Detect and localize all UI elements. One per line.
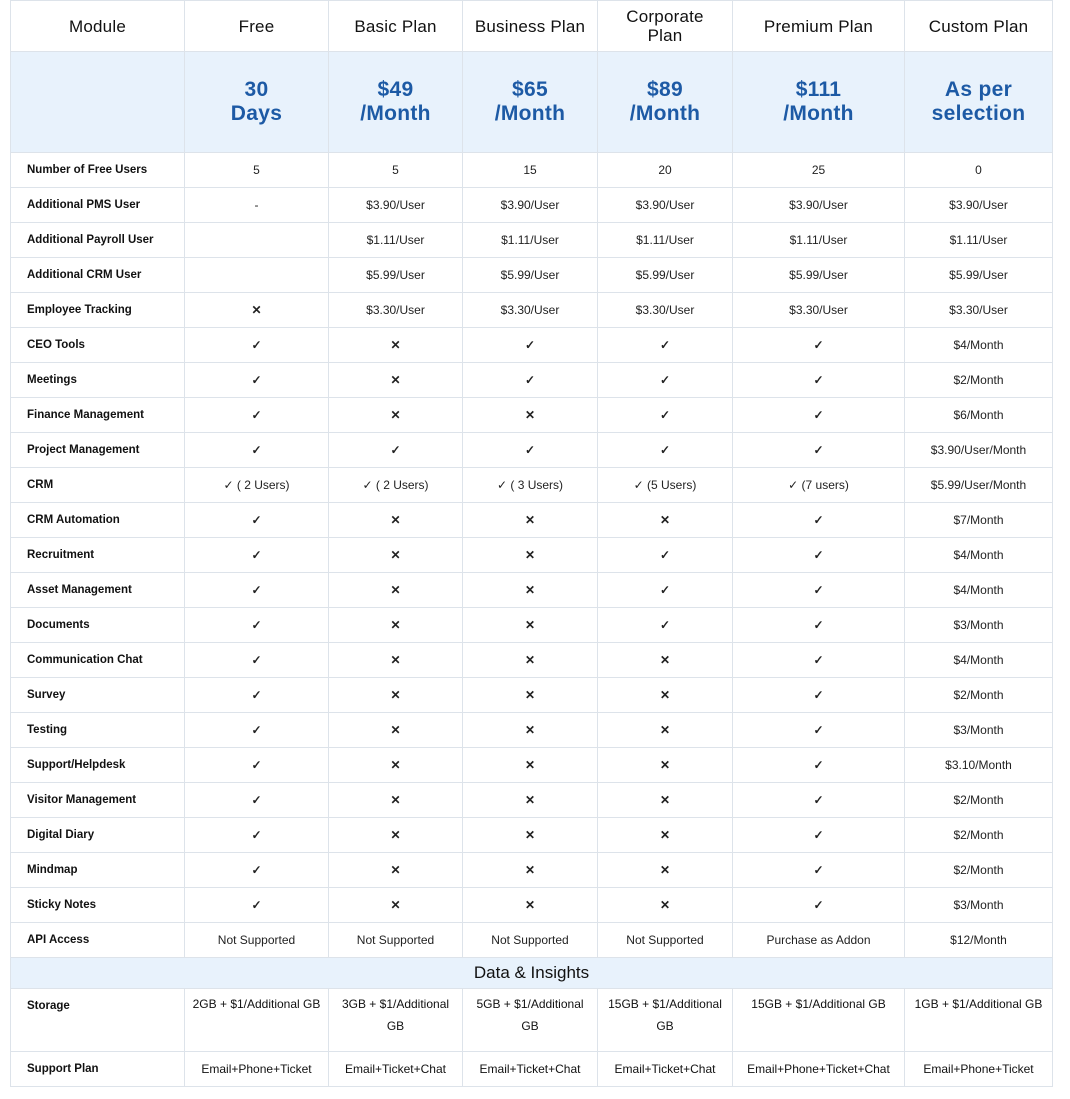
price-line1: $49: [377, 78, 414, 101]
storage-cell: 2GB + $1/Additional GB: [185, 989, 329, 1052]
feature-cell: $1.11/User: [733, 223, 905, 258]
row-label: Digital Diary: [11, 818, 185, 853]
feature-cell: ✓ (7 users): [733, 468, 905, 503]
check-icon: ✓: [185, 573, 329, 608]
support-cell: Email+Phone+Ticket+Chat: [733, 1052, 905, 1087]
support-cell: Email+Ticket+Chat: [329, 1052, 463, 1087]
check-icon: ✓: [733, 328, 905, 363]
cross-icon: ✕: [463, 783, 598, 818]
feature-cell: $3/Month: [905, 713, 1053, 748]
cross-icon: ✕: [598, 643, 733, 678]
feature-cell: $2/Month: [905, 363, 1053, 398]
row-label: API Access: [11, 923, 185, 958]
feature-cell: $3.90/User/Month: [905, 433, 1053, 468]
price-row: [11, 52, 1053, 153]
feature-cell: ✓ ( 2 Users): [329, 468, 463, 503]
feature-cell: ✓ ( 2 Users): [185, 468, 329, 503]
row-label: Support Plan: [11, 1052, 185, 1087]
cross-icon: ✕: [598, 748, 733, 783]
cross-icon: ✕: [463, 573, 598, 608]
cross-icon: ✕: [463, 643, 598, 678]
row-label: Communication Chat: [11, 643, 185, 678]
storage-cell: 15GB + $1/Additional GB: [733, 989, 905, 1052]
cross-icon: ✕: [329, 818, 463, 853]
support-cell: Email+Phone+Ticket: [905, 1052, 1053, 1087]
price-line2: /Month: [783, 102, 854, 125]
feature-cell: $3.30/User: [598, 293, 733, 328]
price-line2: selection: [931, 102, 1026, 125]
feature-row: [11, 363, 1053, 398]
cross-icon: ✕: [329, 853, 463, 888]
check-icon: ✓: [185, 538, 329, 573]
check-icon: ✓: [598, 398, 733, 433]
feature-cell: $12/Month: [905, 923, 1053, 958]
feature-cell: $1.11/User: [905, 223, 1053, 258]
check-icon: ✓: [329, 433, 463, 468]
section-title: Data & Insights: [11, 958, 1053, 989]
storage-cell: 3GB + $1/Additional GB: [329, 989, 463, 1052]
cross-icon: ✕: [598, 503, 733, 538]
cross-icon: ✕: [329, 783, 463, 818]
price-custom: [905, 52, 1053, 153]
feature-row: [11, 678, 1053, 713]
feature-cell: Purchase as Addon: [733, 923, 905, 958]
feature-cell: $3.90/User: [463, 188, 598, 223]
feature-cell: $2/Month: [905, 783, 1053, 818]
check-icon: ✓: [185, 783, 329, 818]
feature-cell: 5: [185, 153, 329, 188]
cross-icon: ✕: [329, 643, 463, 678]
feature-cell: $3.30/User: [905, 293, 1053, 328]
cross-icon: ✕: [463, 678, 598, 713]
row-label: Mindmap: [11, 853, 185, 888]
module-header: Module: [11, 1, 185, 52]
feature-cell: $3.10/Month: [905, 748, 1053, 783]
price-corporate: [598, 52, 733, 153]
feature-cell: $6/Month: [905, 398, 1053, 433]
cross-icon: ✕: [463, 818, 598, 853]
feature-cell: $1.11/User: [598, 223, 733, 258]
plan-header-business: Business Plan: [463, 1, 598, 52]
check-icon: ✓: [598, 433, 733, 468]
check-icon: ✓: [185, 433, 329, 468]
feature-cell: $4/Month: [905, 328, 1053, 363]
storage-cell: 5GB + $1/Additional GB: [463, 989, 598, 1052]
feature-cell: ✓ ( 3 Users): [463, 468, 598, 503]
feature-cell: 15: [463, 153, 598, 188]
feature-cell: $4/Month: [905, 573, 1053, 608]
price-line1: 30: [244, 78, 269, 101]
feature-cell: $3.30/User: [329, 293, 463, 328]
check-icon: ✓: [185, 503, 329, 538]
cross-icon: ✕: [329, 573, 463, 608]
row-label: Employee Tracking: [11, 293, 185, 328]
cross-icon: ✕: [463, 853, 598, 888]
feature-row: [11, 853, 1053, 888]
cross-icon: ✕: [598, 853, 733, 888]
check-icon: ✓: [733, 713, 905, 748]
feature-row: [11, 923, 1053, 958]
cross-icon: ✕: [329, 363, 463, 398]
row-label: Asset Management: [11, 573, 185, 608]
check-icon: ✓: [185, 608, 329, 643]
feature-cell: 5: [329, 153, 463, 188]
cross-icon: ✕: [329, 678, 463, 713]
feature-cell: $5.99/User: [598, 258, 733, 293]
feature-cell: $5.99/User: [905, 258, 1053, 293]
check-icon: ✓: [733, 818, 905, 853]
feature-cell: $3/Month: [905, 608, 1053, 643]
feature-row: [11, 328, 1053, 363]
check-icon: ✓: [185, 678, 329, 713]
cross-icon: ✕: [463, 748, 598, 783]
price-free: [185, 52, 329, 153]
check-icon: ✓: [185, 363, 329, 398]
feature-row: [11, 538, 1053, 573]
cross-icon: ✕: [329, 538, 463, 573]
check-icon: ✓: [598, 573, 733, 608]
check-icon: ✓: [733, 853, 905, 888]
price-line2: Days: [230, 102, 283, 125]
cross-icon: ✕: [463, 713, 598, 748]
feature-cell: $4/Month: [905, 643, 1053, 678]
feature-row: [11, 433, 1053, 468]
check-icon: ✓: [185, 748, 329, 783]
cross-icon: ✕: [185, 293, 329, 328]
feature-cell: [185, 258, 329, 293]
check-icon: ✓: [733, 363, 905, 398]
price-basic: [329, 52, 463, 153]
check-icon: ✓: [598, 363, 733, 398]
row-label: CRM: [11, 468, 185, 503]
feature-cell: $5.99/User: [733, 258, 905, 293]
feature-cell: 25: [733, 153, 905, 188]
cross-icon: ✕: [463, 888, 598, 923]
feature-cell: $1.11/User: [463, 223, 598, 258]
cross-icon: ✕: [329, 398, 463, 433]
feature-cell: $3.30/User: [463, 293, 598, 328]
feature-cell: -: [185, 188, 329, 223]
feature-row: [11, 503, 1053, 538]
check-icon: ✓: [733, 748, 905, 783]
row-label: Additional PMS User: [11, 188, 185, 223]
feature-cell: Not Supported: [329, 923, 463, 958]
check-icon: ✓: [733, 398, 905, 433]
feature-cell: $7/Month: [905, 503, 1053, 538]
check-icon: ✓: [185, 888, 329, 923]
feature-row: [11, 573, 1053, 608]
row-label: Recruitment: [11, 538, 185, 573]
feature-cell: $1.11/User: [329, 223, 463, 258]
row-label: Additional CRM User: [11, 258, 185, 293]
storage-cell: 15GB + $1/Additional GB: [598, 989, 733, 1052]
feature-row: [11, 398, 1053, 433]
feature-row: [11, 468, 1053, 503]
check-icon: ✓: [463, 328, 598, 363]
row-label: CEO Tools: [11, 328, 185, 363]
support-cell: Email+Phone+Ticket: [185, 1052, 329, 1087]
feature-cell: $2/Month: [905, 853, 1053, 888]
cross-icon: ✕: [463, 608, 598, 643]
price-line2: /Month: [494, 102, 566, 125]
feature-cell: $4/Month: [905, 538, 1053, 573]
check-icon: ✓: [185, 853, 329, 888]
check-icon: ✓: [733, 433, 905, 468]
storage-row: [11, 989, 1053, 1052]
row-label: Project Management: [11, 433, 185, 468]
price-line1: $65: [512, 78, 548, 101]
check-icon: ✓: [733, 783, 905, 818]
support-plan-row: [11, 1052, 1053, 1087]
price-line1: As per: [944, 78, 1013, 101]
check-icon: ✓: [185, 328, 329, 363]
feature-cell: Not Supported: [463, 923, 598, 958]
row-label: Testing: [11, 713, 185, 748]
check-icon: ✓: [733, 643, 905, 678]
check-icon: ✓: [733, 678, 905, 713]
feature-cell: $5.99/User: [329, 258, 463, 293]
feature-cell: 0: [905, 153, 1053, 188]
check-icon: ✓: [598, 608, 733, 643]
pricing-table: [10, 0, 1053, 1087]
check-icon: ✓: [733, 538, 905, 573]
row-label: Number of Free Users: [11, 153, 185, 188]
feature-cell: $3.30/User: [733, 293, 905, 328]
row-label: Survey: [11, 678, 185, 713]
cross-icon: ✕: [329, 608, 463, 643]
cross-icon: ✕: [329, 503, 463, 538]
feature-cell: Not Supported: [185, 923, 329, 958]
check-icon: ✓: [463, 433, 598, 468]
plan-header-free: Free: [185, 1, 329, 52]
row-label: Additional Payroll User: [11, 223, 185, 258]
feature-cell: 20: [598, 153, 733, 188]
price-line2: /Month: [360, 102, 431, 125]
row-label: CRM Automation: [11, 503, 185, 538]
feature-cell: $3.90/User: [598, 188, 733, 223]
section-header-row: [11, 958, 1053, 989]
support-cell: Email+Ticket+Chat: [598, 1052, 733, 1087]
row-label: Documents: [11, 608, 185, 643]
feature-row: [11, 153, 1053, 188]
check-icon: ✓: [463, 363, 598, 398]
feature-row: [11, 608, 1053, 643]
row-label: Finance Management: [11, 398, 185, 433]
feature-row: [11, 888, 1053, 923]
feature-row: [11, 818, 1053, 853]
check-icon: ✓: [185, 713, 329, 748]
check-icon: ✓: [598, 328, 733, 363]
check-icon: ✓: [733, 573, 905, 608]
check-icon: ✓: [733, 888, 905, 923]
price-line1: $89: [647, 78, 683, 101]
feature-cell: $3.90/User: [329, 188, 463, 223]
cross-icon: ✕: [463, 538, 598, 573]
feature-row: [11, 223, 1053, 258]
cross-icon: ✕: [598, 888, 733, 923]
check-icon: ✓: [185, 818, 329, 853]
row-label: Meetings: [11, 363, 185, 398]
cross-icon: ✕: [329, 713, 463, 748]
cross-icon: ✕: [329, 748, 463, 783]
feature-cell: $2/Month: [905, 818, 1053, 853]
feature-cell: $5.99/User/Month: [905, 468, 1053, 503]
price-premium: [733, 52, 905, 153]
cross-icon: ✕: [598, 713, 733, 748]
feature-cell: $3.90/User: [733, 188, 905, 223]
cross-icon: ✕: [329, 888, 463, 923]
check-icon: ✓: [185, 398, 329, 433]
plan-header-custom: Custom Plan: [905, 1, 1053, 52]
feature-cell: $5.99/User: [463, 258, 598, 293]
feature-cell: ✓ (5 Users): [598, 468, 733, 503]
feature-cell: $2/Month: [905, 678, 1053, 713]
cross-icon: ✕: [329, 328, 463, 363]
cross-icon: ✕: [463, 503, 598, 538]
cross-icon: ✕: [598, 818, 733, 853]
row-label: Support/Helpdesk: [11, 748, 185, 783]
plan-header-premium: Premium Plan: [733, 1, 905, 52]
support-cell: Email+Ticket+Chat: [463, 1052, 598, 1087]
feature-row: [11, 188, 1053, 223]
plan-header-basic: Basic Plan: [329, 1, 463, 52]
price-row-blank: [11, 52, 185, 153]
row-label: Visitor Management: [11, 783, 185, 818]
feature-cell: Not Supported: [598, 923, 733, 958]
feature-row: [11, 783, 1053, 818]
price-business: [463, 52, 598, 153]
cross-icon: ✕: [598, 678, 733, 713]
feature-cell: $3/Month: [905, 888, 1053, 923]
check-icon: ✓: [598, 538, 733, 573]
row-label: Storage: [11, 989, 185, 1052]
storage-cell: 1GB + $1/Additional GB: [905, 989, 1053, 1052]
feature-row: [11, 713, 1053, 748]
cross-icon: ✕: [463, 398, 598, 433]
feature-row: [11, 643, 1053, 678]
check-icon: ✓: [185, 643, 329, 678]
check-icon: ✓: [733, 503, 905, 538]
price-line1: $111: [795, 78, 842, 101]
feature-row: [11, 293, 1053, 328]
feature-row: [11, 748, 1053, 783]
check-icon: ✓: [733, 608, 905, 643]
price-line2: /Month: [629, 102, 701, 125]
header-row: [11, 1, 1053, 52]
feature-cell: $3.90/User: [905, 188, 1053, 223]
feature-row: [11, 258, 1053, 293]
row-label: Sticky Notes: [11, 888, 185, 923]
cross-icon: ✕: [598, 783, 733, 818]
plan-header-corporate: Corporate Plan: [598, 1, 733, 52]
feature-cell: [185, 223, 329, 258]
